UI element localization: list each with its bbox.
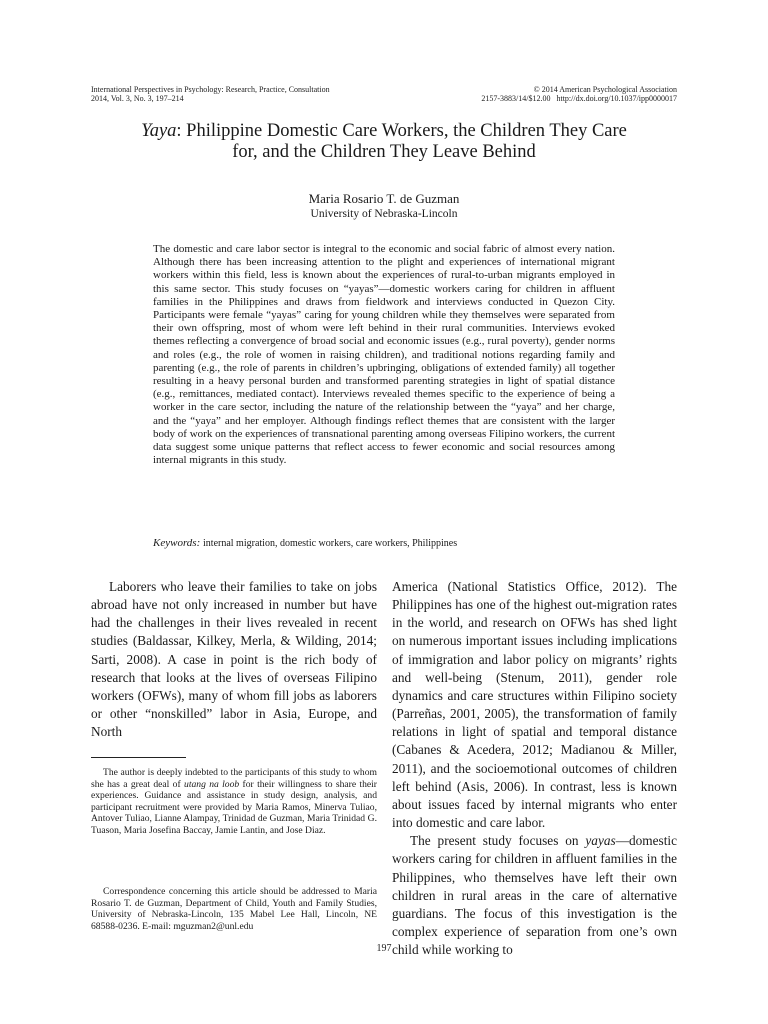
journal-name: International Perspectives in Psychology: Research, Practice, Consultation [91, 85, 330, 94]
author-name: Maria Rosario T. de Guzman [308, 191, 460, 206]
footnote-text [91, 767, 377, 837]
footnote-part: The author is deeply indebted to the participants of this study to whom she has a great deal of [91, 767, 377, 790]
journal-volume: 2014, Vol. 3, No. 3, 197–214 [91, 94, 184, 103]
doi-link[interactable]: http://dx.doi.org/10.1037/ipp0000017 [556, 94, 677, 103]
footnote-acknowledgment [91, 767, 377, 837]
footnote-divider [91, 757, 186, 758]
copyright-line: © 2014 American Psychological Association [533, 85, 677, 94]
footnote-text: Correspondence concerning this article should be addressed to Maria Rosario T. de Guzman, Department of Child, Youth and Family Studies, University of Nebraska-Lincoln, 135 Mabel Lee Hall, Lincoln, NE 68588-0236. E-mail: mguzman2@unl.edu [91, 886, 377, 932]
paragraph-text: —domestic workers caring for children in affluent families in the Philippines, who themselves have left their own children in rural areas in the care of alternative guardians. The focus of this investigation is the complex experience of separation from one’s own child while working to [392, 833, 677, 958]
keywords-list: internal migration, domestic workers, care workers, Philippines [203, 538, 458, 549]
abstract: The domestic and care labor sector is integral to the economic and social fabric of almost every nation. Although there has been increasing attention to the plight and experiences of international migrant workers within this field, less is known about the experiences of rural-to-urban migrants employed in this same sector. This study focuses on “yayas”—domestic workers caring for children in affluent families in the Philippines and draws from fieldwork and interviews conducted in Quezon City. Participants were female “yayas” caring for young children while they themselves were separated from their own offspring, most of whom were left behind in their rural communities. Interviews evoked themes reflecting a convergence of broad social and economic issues (e.g., rural poverty), gender norms and roles (e.g., the role of women in raising children), and traditional notions regarding family and parenting (e.g., the role of parents in children’s upbringing, obligations of extended family) all together resulting in a heavy personal burden and transformed parenting strategies in light of spatial distance (e.g., remittances, mediated contact). Interviews revealed themes specific to the experience of being a worker in the care sector, including the nature of the relationship between the “yaya” and her charge, and the “yaya” and her employer. Although findings reflect themes that are consistent with the larger body of work on the experiences of transnational parenting among overseas Filipino workers, the current data suggest some unique patterns that reflect access to fewer economic and social resources among internal migrants in this study. [153, 243, 615, 467]
body-column-left [91, 578, 377, 741]
body-column-right [392, 578, 677, 959]
footnote-part: for their willingness to share their experiences. Guidance and assistance in study design, analysis, and participant recruitment were provided by Maria Ramos, Minerva Tuliao, Antover Tuliao, Lianne Alampay, Trinidad de Guzman, Maria Trinidad G. Tuason, Maria Josefina Baccay, Jamie Lantin, and Jose Diaz. [91, 778, 377, 836]
article-title [91, 121, 677, 163]
paragraph-text: The present study focuses on [410, 833, 586, 849]
running-header-right [481, 85, 677, 103]
page-number: 197 [376, 943, 392, 954]
author-affiliation: University of Nebraska-Lincoln [310, 208, 458, 220]
footnote-italic: utang na loob [184, 778, 240, 790]
keywords-label: Keywords: [153, 537, 201, 549]
issn-doi-line [481, 94, 677, 103]
keywords [153, 537, 615, 550]
italic-term: yayas [585, 833, 616, 849]
title-italic-word: Yaya [141, 121, 177, 141]
issn: 2157-3883/14/$12.00 [481, 94, 551, 103]
title-line-1-rest: : Philippine Domestic Care Workers, the Children They Care [176, 121, 627, 141]
title-line-1 [91, 121, 677, 142]
running-header-left [91, 85, 330, 103]
footnote-correspondence [91, 886, 377, 932]
body-paragraph: Laborers who leave their families to take on jobs abroad have not only increased in number but have had the challenges in their lives revealed in recent studies (Baldassar, Kilkey, Merla, & Wilding, 2014; Sarti, 2008). A case in point is the rich body of research that looks at the lives of overseas Filipino workers (OFWs), many of whom fill jobs as laborers or other “nonskilled” labor in Asia, Europe, and North [91, 579, 377, 740]
body-paragraph: America (National Statistics Office, 2012). The Philippines has one of the highest out-migration rates in the world, and research on OFWs has shed light on numerous important issues including implications of immigration and labor policy on migrants’ rights and well-being (Stenum, 2011), gender role dynamics and care structures within Filipino society (Parreñas, 2001, 2005), the transformation of family relations in light of spatial and temporal distance (Cabanes & Acedera, 2012; Madianou & Miller, 2011), and the socioemotional outcomes of children left behind (Asis, 2006). In contrast, less is known about issues faced by internal migrants who enter into domestic and care labor. [392, 579, 677, 831]
title-line-2: for, and the Children They Leave Behind [232, 142, 536, 162]
body-paragraph [392, 832, 677, 959]
